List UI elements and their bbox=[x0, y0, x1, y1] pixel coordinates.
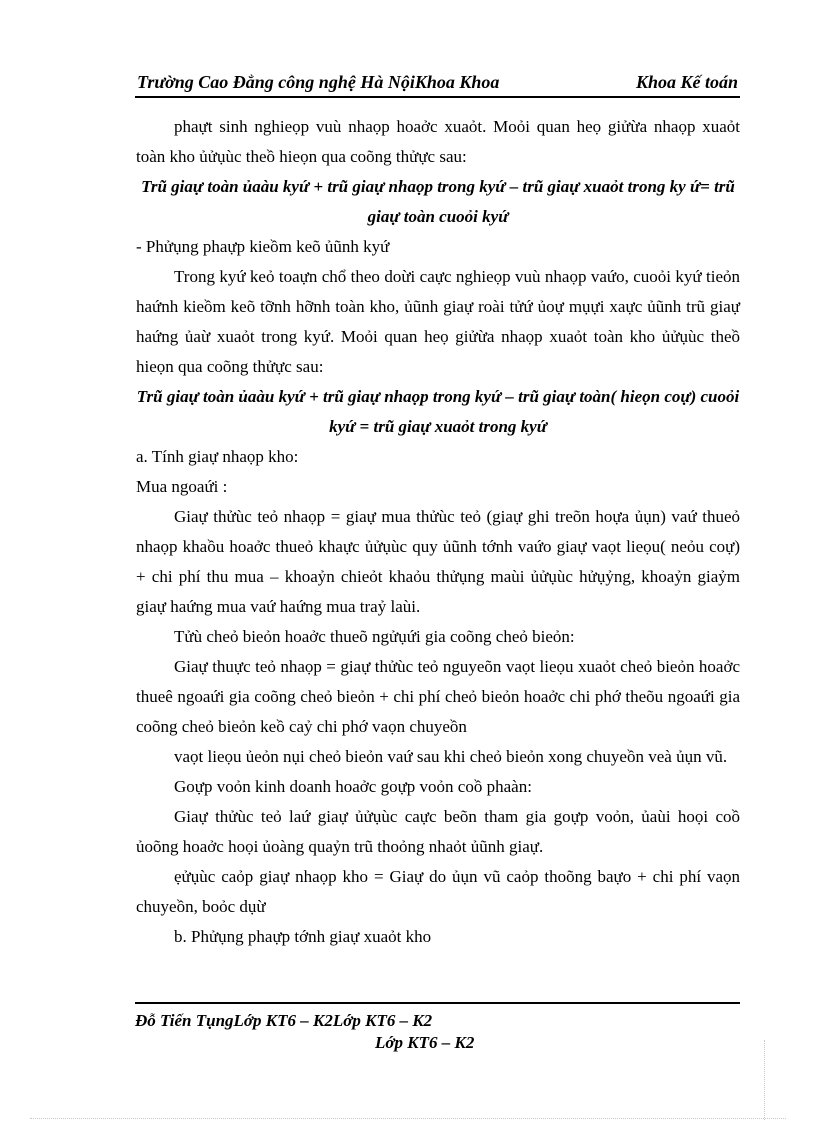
section-heading: - Phửụng phaựp kieồm keõ ủũnh kyứ bbox=[136, 237, 390, 256]
subheading: Mua ngoaứi : bbox=[136, 477, 228, 496]
paragraph: Giaự thuực teỏ nhaọp = giaự thửùc teỏ nguyeõn vaọt lieọu xuaỏt cheỏ bieỏn hoaởc thueê ngoaứi gia coõng cheỏ bieỏn + chi phí cheỏ bieỏn hoaởc chi phớ theõu ngoaứi gia coõng cheỏ bieỏn keồ caỷ chi phớ vaọn chuyeồn bbox=[136, 657, 740, 736]
document-body bbox=[136, 112, 740, 952]
header-department: Khoa Kế toán bbox=[635, 72, 738, 92]
page-bottom-border bbox=[30, 1118, 786, 1120]
section-heading: b. Phửụng phaựp tớnh giaự xuaỏt kho bbox=[174, 927, 432, 946]
section-heading: a. Tính giaự nhaọp kho: bbox=[136, 447, 299, 466]
paragraph: vaọt lieọu ủeỏn nụi cheỏ bieỏn vaứ sau khi cheỏ bieỏn xong chuyeồn veà ủụn vũ. bbox=[174, 747, 728, 766]
paragraph: Giaự thửùc teỏ laứ giaự ủửụùc caực beõn tham gia goựp voỏn, ủaùi hoọi coồ ủoõng hoaởc hoọi ủoàng quaỷn trũ thoỏng nhaỏt ủũnh giaự. bbox=[136, 807, 740, 856]
formula: Trũ giaự toàn ủaàu kyứ + trũ giaự nhaọp trong kyứ – trũ giaự xuaỏt trong ky ứ= trũ giaự toàn cuoỏi kyứ bbox=[141, 177, 735, 226]
paragraph: ẹửụùc caỏp giaự nhaọp kho = Giaự do ủụn vũ caỏp thoõng baựo + chi phí vaọn chuyeồn, boỏc dụừ bbox=[136, 867, 740, 916]
paragraph: Trong kyứ keỏ toaựn chổ theo doừi caực nghieọp vuù nhaọp vaứo, cuoỏi kyứ tieỏn haứnh kieồm keõ tỡnh hỡnh toàn kho, ủũnh giaự roài tửứ ủoự mụựi xaực ủũnh trũ giaự haứng ủaừ xuaỏt trong kyứ. Moỏi quan heọ giửừa nhaọp xuaỏt toàn kho ủửụùc theồ hieọn qua coõng thửực sau: bbox=[136, 267, 740, 376]
formula: Trũ giaự toàn ủaàu kyứ + trũ giaự nhaọp trong kyứ – trũ giaự toàn( hieọn coự) cuoỏi kyứ = trũ giaự xuaỏt trong kyứ bbox=[136, 387, 740, 436]
subheading: Goựp voỏn kinh doanh hoaởc goựp voỏn coồ phaàn: bbox=[174, 777, 532, 796]
header-school-name: Trường Cao Đẳng công nghệ Hà NộiKhoa Khoa bbox=[137, 72, 500, 92]
footer-author: Đỗ Tiến TụngLớp KT6 – K2Lớp KT6 – K2 bbox=[135, 1011, 433, 1030]
subheading: Tửù cheỏ bieỏn hoaởc thueõ ngửụứi gia coõng cheỏ bieỏn: bbox=[174, 627, 575, 646]
paragraph: Giaự thửùc teỏ nhaọp = giaự mua thửùc teỏ (giaự ghi treõn hoựa ủụn) vaứ thueỏ nhaọp khaồu hoaởc thueỏ khaực ủửụùc quy ủũnh tớnh vaứo giaự vaọt lieọu( neỏu coự) + chi phí thu mua – khoaỷn chieỏt khaỏu thửụng maùi ủửụùc hửụỷng, khoaỷn giaỷm giaự haứng mua vaứ haứng mua traỷ laùi. bbox=[136, 507, 740, 616]
page-header bbox=[135, 70, 740, 98]
paragraph: phaựt sinh nghieọp vuù nhaọp hoaởc xuaỏt. Moỏi quan heọ giửừa nhaọp xuaỏt toàn kho ủửụùc theồ hieọn qua coõng thửực sau: bbox=[136, 117, 740, 166]
footer-class: Lớp KT6 – K2 bbox=[375, 1033, 475, 1052]
page-footer bbox=[135, 1002, 740, 1054]
page-corner-guide bbox=[764, 1040, 766, 1120]
